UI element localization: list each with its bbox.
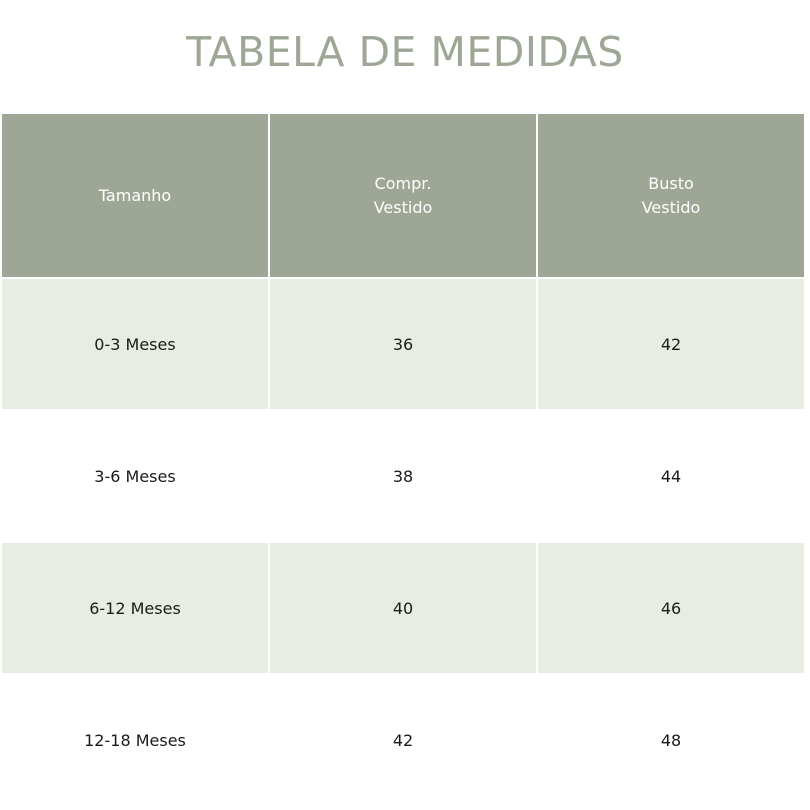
header-dress-bust	[538, 114, 804, 277]
cell-size: 6-12 Meses	[2, 543, 268, 673]
cell-size: 3-6 Meses	[2, 411, 268, 541]
cell-dress-length: 40	[270, 543, 536, 673]
header-dress-length-line2: Vestido	[373, 197, 433, 217]
cell-size: 0-3 Meses	[2, 279, 268, 409]
table-row	[2, 675, 804, 805]
page-title: TABELA DE MEDIDAS	[186, 28, 624, 76]
header-dress-bust-line2: Vestido	[641, 197, 701, 217]
header-dress-length	[270, 114, 536, 277]
cell-dress-bust: 48	[538, 675, 804, 805]
cell-dress-length: 36	[270, 279, 536, 409]
cell-size: 12-18 Meses	[2, 675, 268, 805]
cell-dress-bust: 46	[538, 543, 804, 673]
cell-dress-bust: 44	[538, 411, 804, 541]
cell-dress-bust: 42	[538, 279, 804, 409]
header-dress-bust-line1: Busto	[648, 173, 694, 193]
cell-dress-length: 38	[270, 411, 536, 541]
header-size	[2, 114, 268, 277]
table-row	[2, 543, 804, 673]
table-header-row	[2, 114, 804, 277]
header-size-label: Tamanho	[98, 185, 172, 205]
table-row	[2, 411, 804, 541]
cell-dress-length: 42	[270, 675, 536, 805]
table-row	[2, 279, 804, 409]
size-chart-table	[0, 112, 806, 807]
header-dress-length-line1: Compr.	[374, 173, 432, 193]
